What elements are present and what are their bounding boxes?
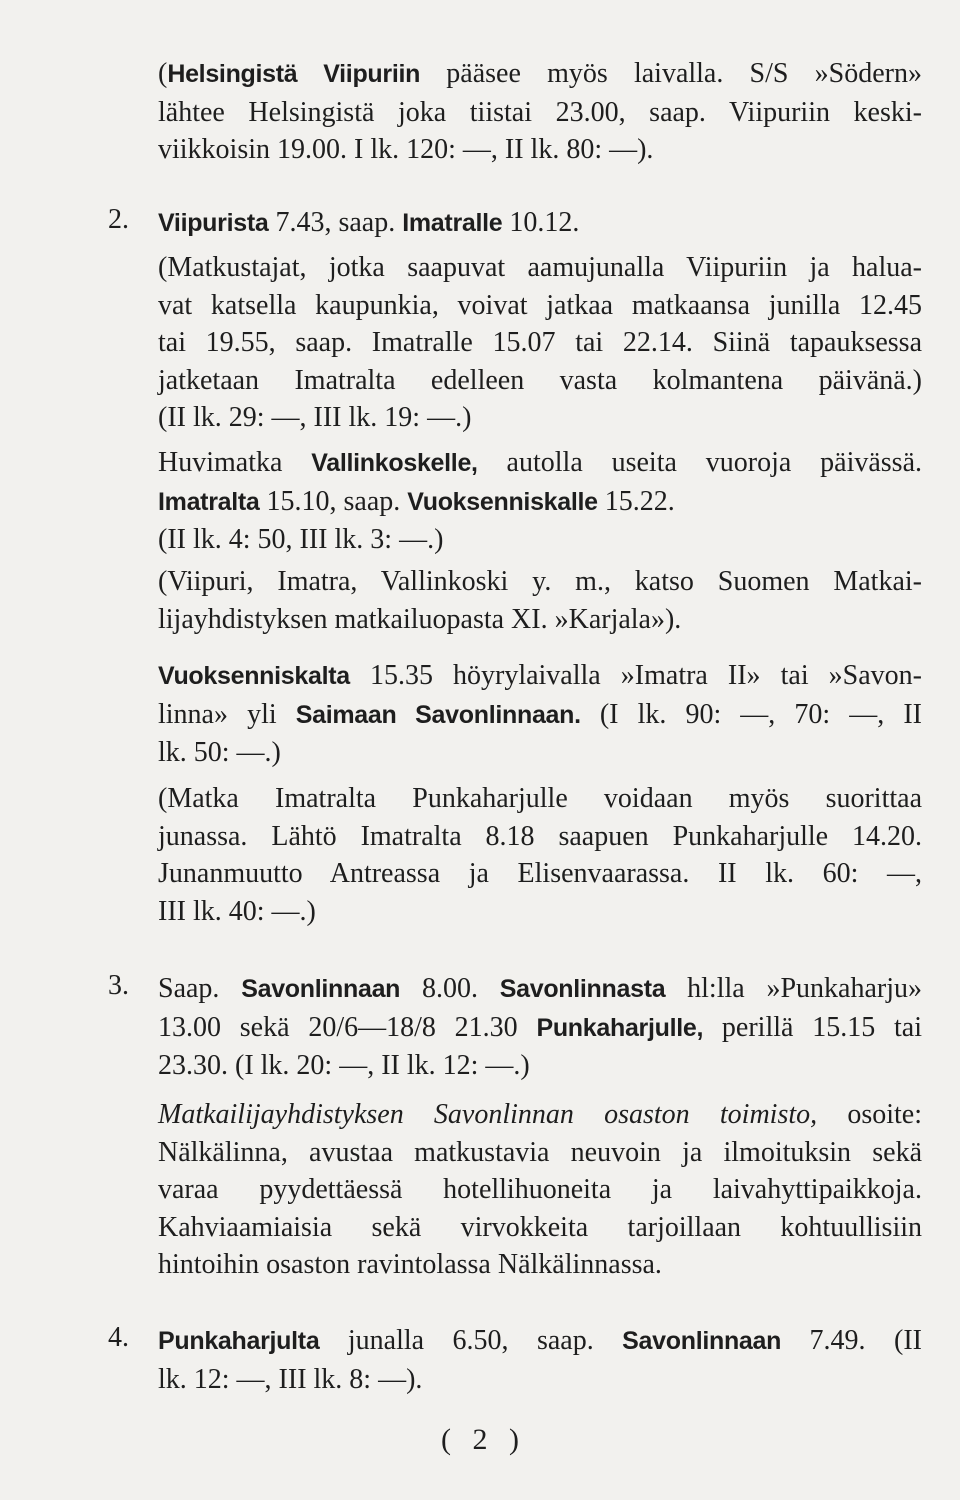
text-line: (II lk. 29: —, III lk. 19: —.) <box>158 402 472 433</box>
section-2-heading <box>158 204 922 243</box>
office-paragraph <box>158 1096 922 1284</box>
text-line: (Matkustajat, jotka saapuvat aamujunalla Viipuriin ja halua- <box>158 252 922 283</box>
section-number: 2. <box>108 204 129 235</box>
excursion-paragraph <box>158 444 922 559</box>
text-line: lähtee Helsingistä joka tiistai 23.00, saap. Viipuriin keski- <box>158 96 922 128</box>
section-3-paragraph <box>158 970 922 1085</box>
guide-reference-paragraph <box>158 563 922 638</box>
text-line: Kahviaamiaisia sekä virvokkeita tarjoillaan kohtuullisiin <box>158 1211 922 1243</box>
train-alternative-paragraph <box>158 780 922 930</box>
text-line: lk. 12: —, III lk. 8: —). <box>158 1363 423 1395</box>
text-line: (Viipuri, Imatra, Vallinkoski y. m., katso Suomen Matkai- <box>158 566 922 597</box>
section-number: 4. <box>108 1322 129 1353</box>
page-number: ( 2 ) <box>441 1423 519 1456</box>
text-line: jatketaan Imatralta edelleen vasta kolmantena päivänä.) <box>158 364 922 396</box>
text-line: linna» yli Saimaan Savonlinnaan. (I lk. 90: —, 70: —, II <box>158 698 922 730</box>
steamer-paragraph <box>158 657 922 772</box>
intro-paragraph <box>158 55 922 169</box>
text-line: Vuoksenniskalta 15.35 höyrylaivalla »Imatra II» tai »Savon- <box>158 660 922 691</box>
text-line: 13.00 sekä 20/6—18/8 21.30 Punkaharjulle, perillä 15.15 tai <box>158 1011 922 1043</box>
text-line: Punkaharjulta junalla 6.50, saap. Savonlinnaan 7.49. (II <box>158 1325 922 1356</box>
text-line: (Matka Imatralta Punkaharjulle voidaan myös suorittaa <box>158 783 922 814</box>
text-line: Matkailijayhdistyksen Savonlinnan osaston toimisto, osoite: <box>158 1099 922 1130</box>
travellers-paragraph <box>158 249 922 437</box>
text-line: lk. 50: —.) <box>158 737 281 768</box>
text-line: III lk. 40: —.) <box>158 895 316 927</box>
text-line: Viipurista 7.43, saap. Imatralle 10.12. <box>158 207 580 238</box>
text-line: 23.30. (I lk. 20: —, II lk. 12: —.) <box>158 1050 530 1081</box>
text-line: Junanmuutto Antreassa ja Elisenvaarassa. II lk. 60: —, <box>158 858 922 889</box>
text-line: Huvimatka Vallinkoskelle, autolla useita vuoroja päivässä. <box>158 447 922 478</box>
text-line: viikkoisin 19.00. I lk. 120: —, II lk. 80: —). <box>158 134 654 165</box>
text-line: vat katsella kaupunkia, voivat jatkaa matkaansa junilla 12.45 <box>158 289 922 321</box>
section-4-paragraph <box>158 1322 922 1398</box>
text-line: junassa. Lähtö Imatralta 8.18 saapuen Punkaharjulle 14.20. <box>158 820 922 852</box>
text-line: tai 19.55, saap. Imatralle 15.07 tai 22.14. Siinä tapauksessa <box>158 327 922 358</box>
text-line: hintoihin osaston ravintolassa Nälkälinnassa. <box>158 1249 662 1280</box>
text-line: (Helsingistä Viipuriin pääsee myös laivalla. S/S »Södern» <box>158 58 922 89</box>
text-line: Imatralta 15.10, saap. Vuoksenniskalle 15.22. <box>158 485 675 517</box>
text-line: varaa pyydettäessä hotellihuoneita ja laivahyttipaikkoja. <box>158 1174 922 1205</box>
text-line: lijayhdistyksen matkailuopasta XI. »Karjala»). <box>158 603 682 635</box>
text-line: Nälkälinna, avustaa matkustavia neuvoin ja ilmoituksin sekä <box>158 1136 922 1168</box>
text-line: (II lk. 4: 50, III lk. 3: —.) <box>158 524 444 555</box>
text-line: Saap. Savonlinnaan 8.00. Savonlinnasta hl:lla »Punkaharju» <box>158 973 922 1004</box>
section-number: 3. <box>108 970 129 1001</box>
